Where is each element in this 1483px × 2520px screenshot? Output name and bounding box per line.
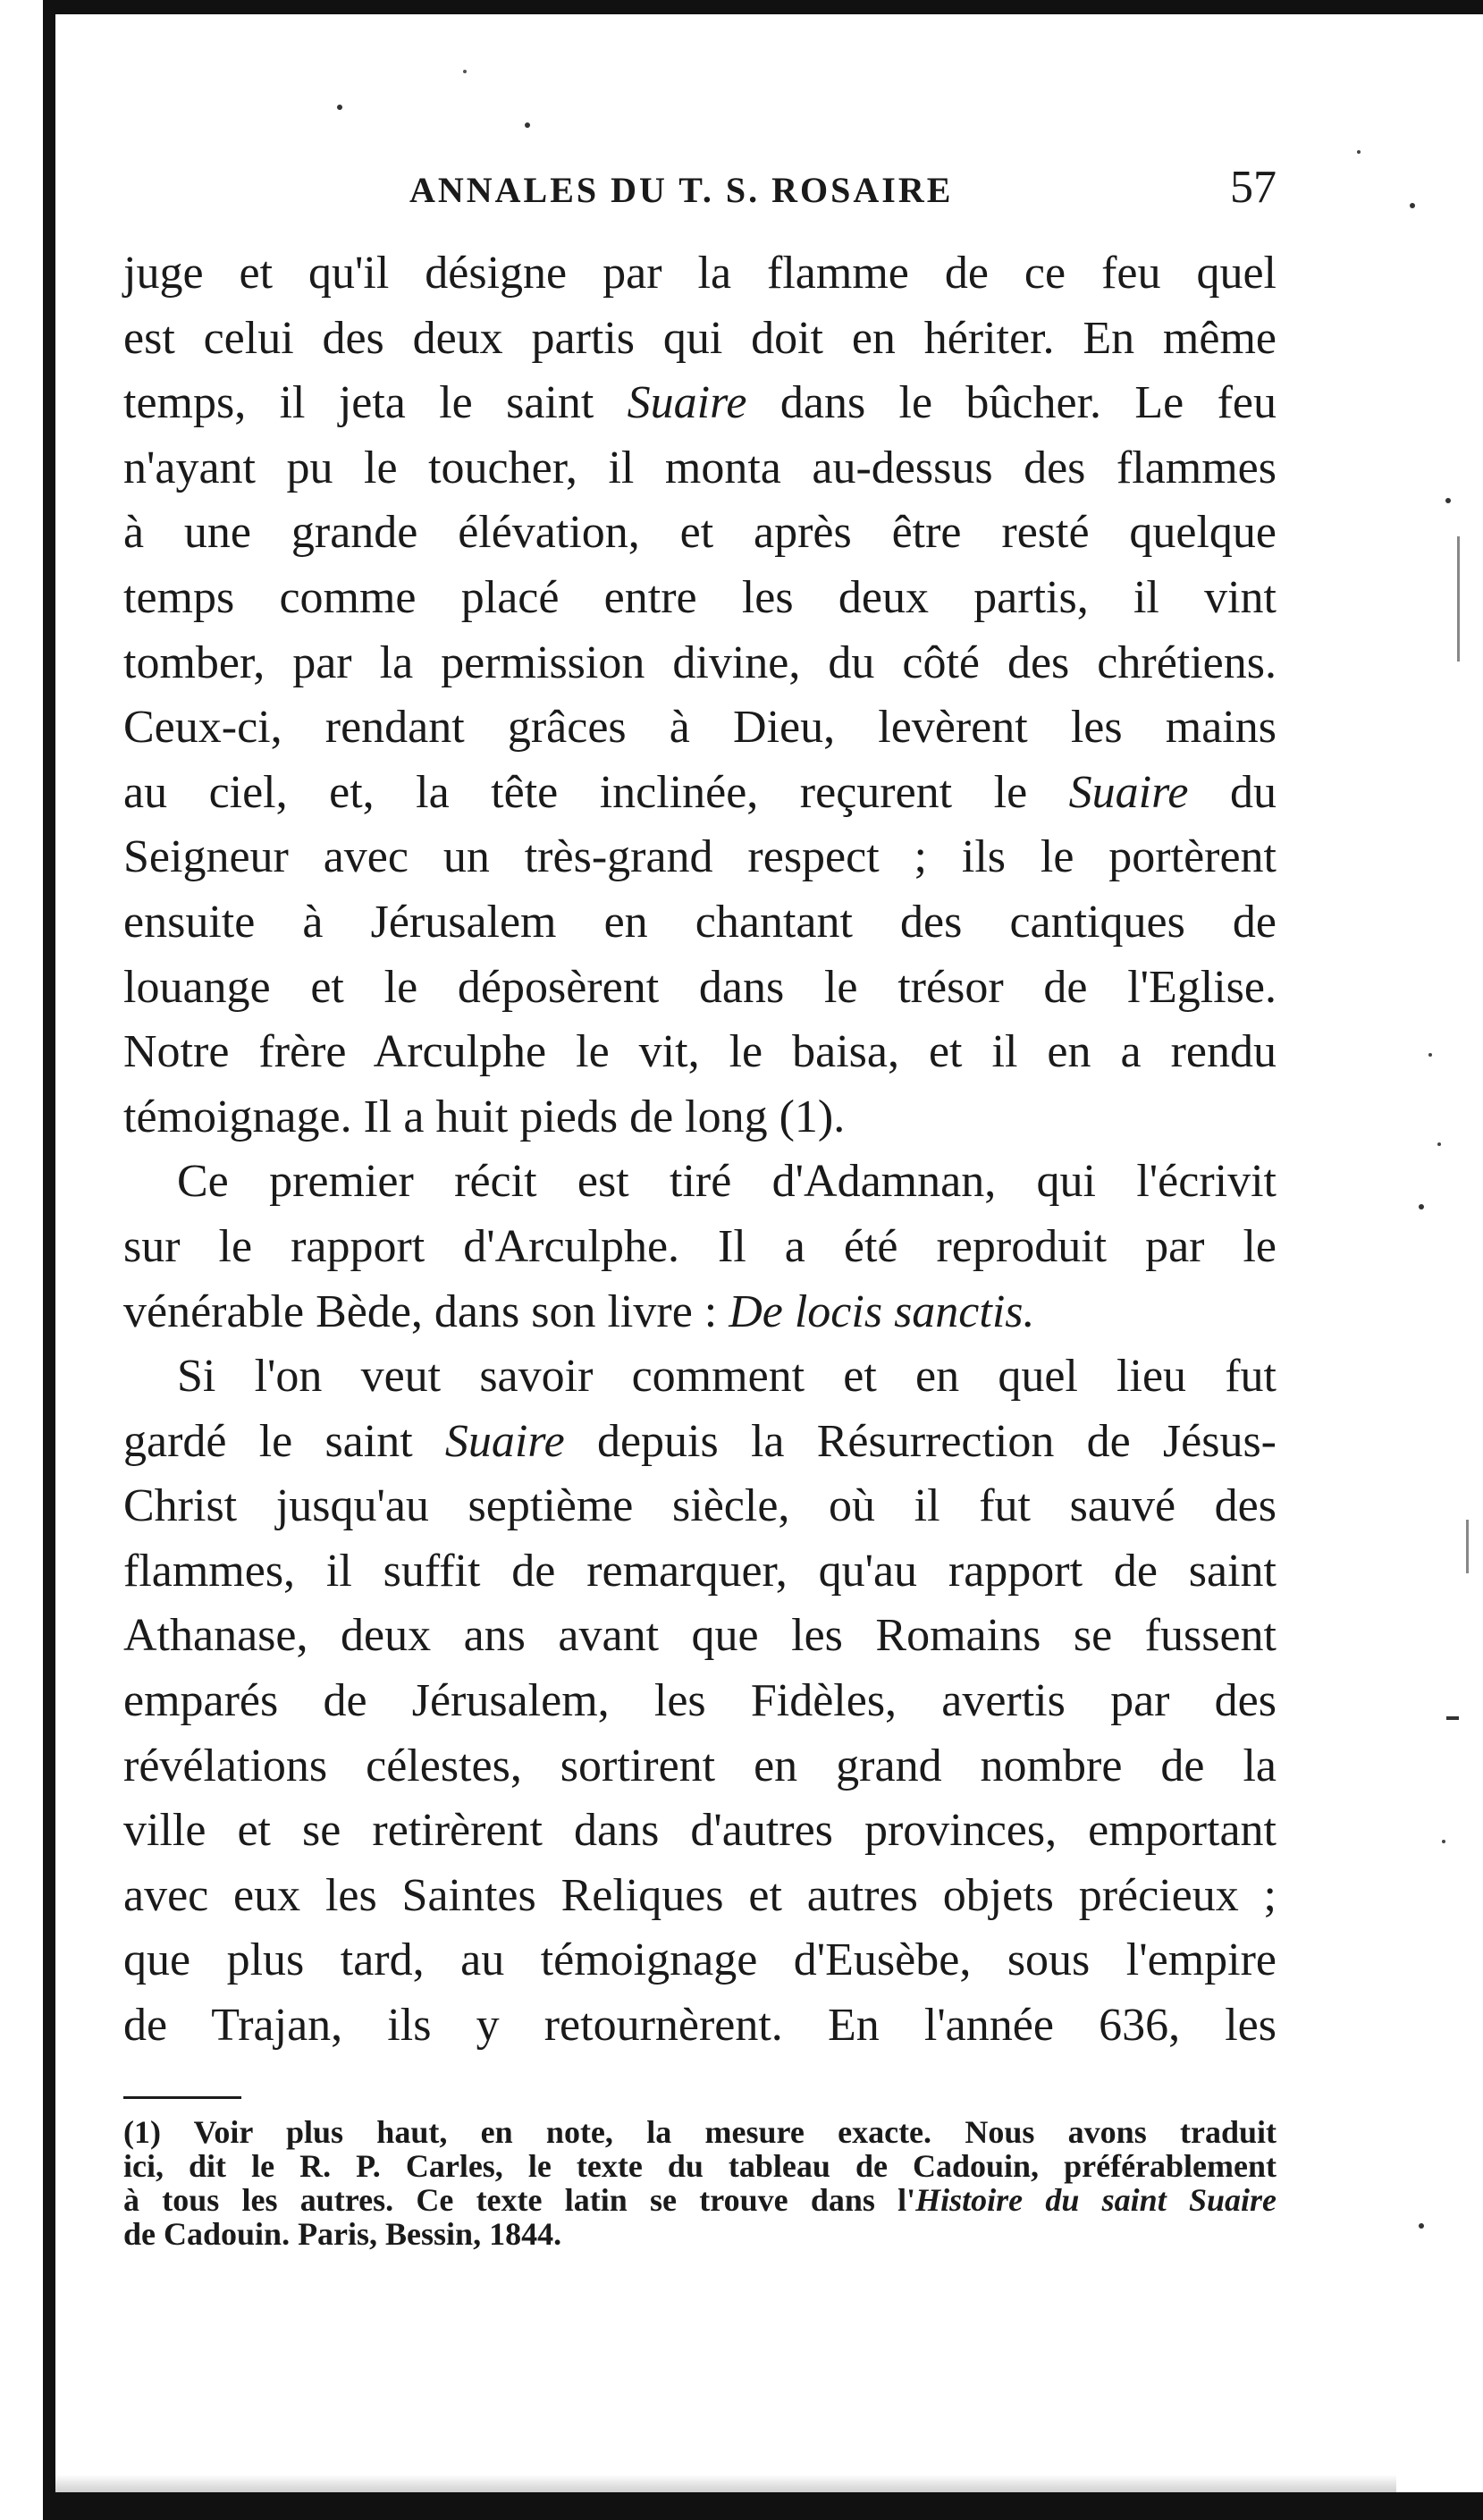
text-line: tomber, par la permission divine, du côté des chrétiens. (123, 636, 1277, 688)
text-span: à tous les autres. Ce texte latin se trouve dans l' (123, 2181, 916, 2218)
text-line: Christ jusqu'au septième siècle, où il fut sauvé des (123, 1480, 1277, 1532)
text-line: ensuite à Jérusalem en chantant des cantiques de (123, 896, 1277, 948)
text-line: Athanase, deux ans avant que les Romains se fussent (123, 1610, 1277, 1662)
text-line: révélations célestes, sortirent en grand nombre de la (123, 1740, 1277, 1791)
text-line: Si l'on veut savoir comment et en quel lieu fut (177, 1351, 1277, 1403)
text-span: du (1188, 766, 1277, 818)
text-line: avec eux les Saintes Reliques et autres objets précieux ; (123, 1869, 1277, 1921)
text-line: est celui des deux partis qui doit en hériter. En même (123, 312, 1277, 364)
italic-term: Suaire (444, 1415, 565, 1467)
text-span: dans le bûcher. Le feu (746, 377, 1277, 429)
page-number: 57 (1230, 162, 1277, 213)
text-line: flammes, il suffit de remarquer, qu'au rapport de saint (123, 1545, 1277, 1597)
italic-title: Histoire du saint Suaire (915, 2181, 1277, 2218)
italic-term: Suaire (1068, 766, 1189, 818)
text-line: louange et le déposèrent dans le trésor de l'Eglise. (123, 961, 1277, 1013)
footnote-line: de Cadouin. Paris, Bessin, 1844. (123, 2215, 562, 2252)
text-line: à une grande élévation, et après être resté quelque (123, 507, 1277, 559)
text-line: Seigneur avec un très-grand respect ; ils le portèrent (123, 831, 1277, 883)
running-title: ANNALES DU T. S. ROSAIRE (409, 170, 954, 210)
text-line: que plus tard, au témoignage d'Eusèbe, sous l'empire (123, 1934, 1277, 1986)
text-line: Notre frère Arculphe le vit, le baisa, et il en a rendu (123, 1026, 1277, 1078)
text-line: témoignage. Il a huit pieds de long (1). (123, 1091, 846, 1142)
text-line: sur le rapport d'Arculphe. Il a été reproduit par le (123, 1220, 1277, 1272)
footnote-line: (1) Voir plus haut, en note, la mesure exacte. Nous avons traduit (123, 2113, 1277, 2150)
text-line: emparés de Jérusalem, les Fidèles, avertis par des (123, 1675, 1277, 1727)
text-span: au ciel, et, la tête inclinée, reçurent le (123, 766, 1069, 818)
text-line: Ceux-ci, rendant grâces à Dieu, levèrent les mains (123, 702, 1277, 754)
footnote-line: ici, dit le R. P. Carles, le texte du tableau de Cadouin, préférablement (123, 2147, 1277, 2184)
text-line: n'ayant pu le toucher, il monta au-dessus des flammes (123, 442, 1277, 493)
text-span: gardé le saint (123, 1415, 445, 1467)
text-span: depuis la Résurrection de Jésus- (564, 1415, 1277, 1467)
text-line: Ce premier récit est tiré d'Adamnan, qui l'écrivit (177, 1156, 1277, 1208)
text-line: temps comme placé entre les deux partis, il vint (123, 571, 1277, 623)
text-line: de Trajan, ils y retournèrent. En l'année 636, les (123, 2000, 1277, 2052)
italic-title: De locis sanctis. (729, 1285, 1035, 1337)
text-line: ville et se retirèrent dans d'autres provinces, emportant (123, 1805, 1277, 1857)
text-span: temps, il jeta le saint (123, 377, 628, 429)
italic-term: Suaire (627, 377, 747, 429)
text-span: vénérable Bède, dans son livre : (123, 1285, 729, 1337)
text-line: juge et qu'il désigne par la flamme de ce feu quel (123, 248, 1277, 299)
